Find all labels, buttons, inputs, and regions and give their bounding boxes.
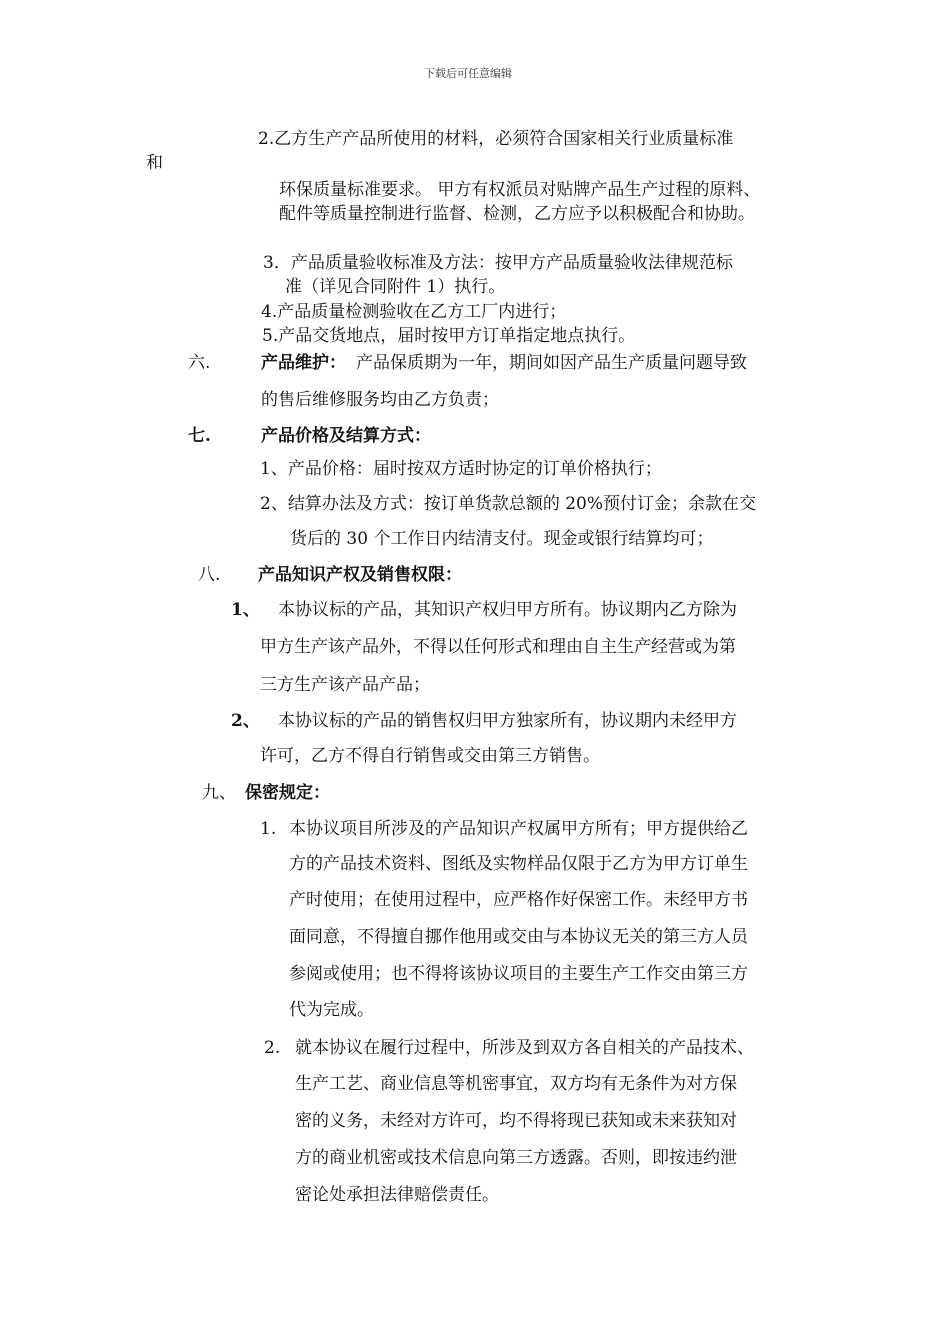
sec7-title: 产品价格及结算方式： [261, 426, 431, 446]
sec8-item2-line1: 本协议标的产品的销售权归甲方独家所有，协议期内未经甲方 [278, 711, 737, 731]
sec9-item1-line: 本协议项目所涉及的产品知识产权属甲方所有；甲方提供给乙 [289, 819, 748, 839]
page-header-note: 下载后可任意编辑 [424, 67, 512, 80]
sec9-item2-line: 方的商业机密或技术信息向第三方透露。否则，即按违约泄 [295, 1148, 737, 1168]
sec9-number: 九、 [202, 783, 236, 803]
sec8-item1-line2: 甲方生产该产品外，不得以任何形式和理由自主生产经营或为第 [260, 637, 736, 657]
sec9-item2-line: 密的义务，未经对方许可，均不得将现已获知或未来获知对 [295, 1111, 737, 1131]
sec9-title: 保密规定： [245, 783, 330, 803]
sec5-item2-line4: 配件等质量控制进行监督、检测，乙方应予以积极配合和协助。 [279, 204, 755, 224]
sec8-title: 产品知识产权及销售权限： [258, 565, 462, 585]
sec5-item2-line3: 环保质量标准要求。 甲方有权派员对贴牌产品生产过程的原料、 [279, 180, 761, 200]
sec5-item3-line1: 3．产品质量验收标准及方法：按甲方产品质量验收法律规范标 [263, 253, 733, 273]
sec7-number: 七. [188, 426, 211, 446]
sec5-item4: 4.产品质量检测验收在乙方工厂内进行； [261, 302, 567, 322]
sec9-item1-line: 参阅或使用；也不得将该协议项目的主要生产工作交由第三方 [289, 964, 748, 984]
sec8-item1-line1: 本协议标的产品，其知识产权归甲方所有。协议期内乙方除为 [278, 600, 737, 620]
sec8-item2-number: 2、 [231, 711, 260, 731]
sec9-item2-line: 生产工艺、商业信息等机密事宜，双方均有无条件为对方保 [295, 1074, 737, 1094]
sec9-item1-number: 1. [260, 819, 277, 839]
sec8-number: 八. [198, 565, 221, 585]
sec5-item2-line2: 和 [146, 153, 163, 173]
sec5-item2-line1: 2.乙方生产产品所使用的材料，必须符合国家相关行业质量标准 [258, 129, 734, 149]
sec9-item1-line: 产时使用；在使用过程中，应严格作好保密工作。未经甲方书 [289, 890, 748, 910]
sec5-item5: 5.产品交货地点，届时按甲方订单指定地点执行。 [262, 326, 636, 346]
sec8-item1-number: 1、 [231, 600, 260, 620]
sec6-title: 产品维护： [261, 353, 346, 373]
sec9-item2-line: 就本协议在履行过程中，所涉及到双方各自相关的产品技术、 [295, 1038, 754, 1058]
sec6-text-line2: 的售后维修服务均由乙方负责； [261, 390, 499, 410]
sec5-item3-line2: 准（详见合同附件 1）执行。 [285, 277, 506, 297]
sec7-item2-line2: 货后的 30 个工作日内结清支付。现金或银行结算均可； [290, 529, 714, 549]
sec7-item2-line1: 2、结算办法及方式：按订单货款总额的 20%预付订金；余款在交 [260, 494, 757, 514]
sec9-item2-line: 密论处承担法律赔偿责任。 [295, 1185, 499, 1205]
sec6-text-line1: 产品保质期为一年，期间如因产品生产质量问题导致 [356, 353, 747, 373]
sec9-item1-line: 方的产品技术资料、图纸及实物样品仅限于乙方为甲方订单生 [289, 854, 748, 874]
sec9-item2-number: 2. [264, 1038, 281, 1058]
sec8-item2-line2: 许可，乙方不得自行销售或交由第三方销售。 [260, 746, 600, 766]
sec9-item1-line: 面同意，不得擅自挪作他用或交由与本协议无关的第三方人员 [289, 927, 748, 947]
sec7-item1: 1、产品价格：届时按双方适时协定的订单价格执行； [260, 459, 662, 479]
sec8-item1-line3: 三方生产该产品产品； [260, 675, 430, 695]
sec9-item1-line: 代为完成。 [289, 1000, 374, 1020]
sec6-number: 六. [188, 353, 211, 373]
